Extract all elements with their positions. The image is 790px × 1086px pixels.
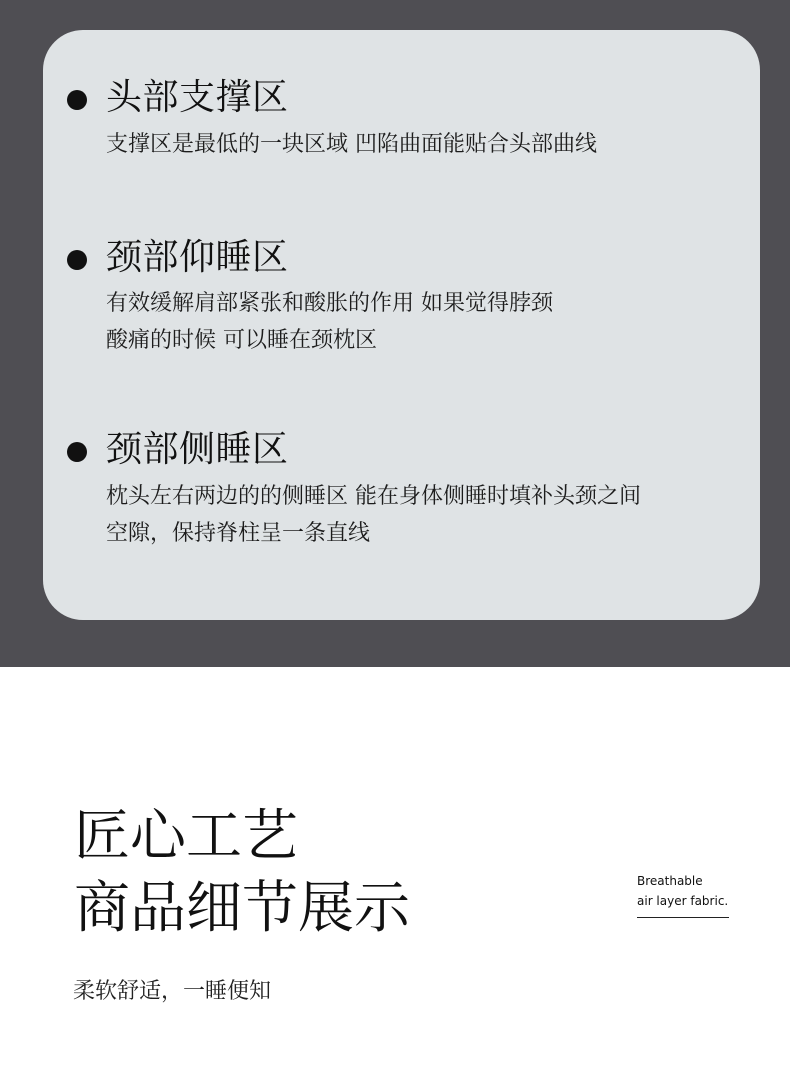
bullet-dot — [67, 250, 87, 270]
fabric-note — [637, 871, 729, 911]
fabric-note-line-2: air layer fabric. — [637, 894, 729, 908]
bullet-dot — [67, 442, 87, 462]
features-card — [43, 30, 760, 620]
feature-description-line: 支撑区是最低的一块区域 凹陷曲面能贴合头部曲线 — [106, 132, 597, 157]
feature-description-line: 空隙，保持脊柱呈一条直线 — [106, 521, 371, 546]
feature-description-line: 有效缓解肩部紧张和酸胀的作用 如果觉得脖颈 — [106, 291, 553, 316]
headline-line-2: 商品细节展示 — [74, 876, 410, 941]
feature-description-line: 酸痛的时候 可以睡在颈枕区 — [106, 328, 377, 353]
tagline: 柔软舒适，一睡便知 — [73, 979, 272, 1004]
headline-line-1: 匠心工艺 — [74, 804, 298, 869]
fabric-note-underline — [637, 917, 729, 918]
feature-title: 头部支撑区 — [106, 77, 289, 118]
fabric-note-line-1: Breathable — [637, 874, 703, 888]
feature-title: 颈部仰睡区 — [106, 237, 289, 278]
bullet-dot — [67, 90, 87, 110]
feature-title: 颈部侧睡区 — [106, 429, 289, 470]
feature-description-line: 枕头左右两边的的侧睡区 能在身体侧睡时填补头颈之间 — [106, 484, 641, 509]
